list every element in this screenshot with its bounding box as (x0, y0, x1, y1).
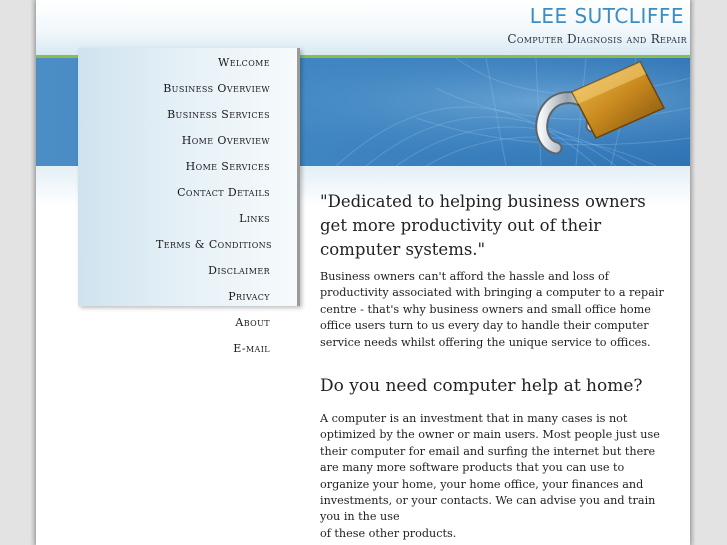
nav-item-terms-conditions[interactable]: Terms & Conditions (156, 238, 272, 251)
main-nav (156, 55, 270, 367)
nav-item-privacy[interactable]: Privacy (228, 290, 270, 303)
nav-item-home-services[interactable]: Home Services (185, 160, 270, 173)
site-tagline: Computer Diagnosis and Repair (507, 32, 687, 46)
page-container (36, 0, 690, 545)
nav-item-email[interactable]: E-mail (233, 342, 270, 355)
home-help-heading: Do you need computer help at home? (320, 376, 643, 396)
nav-item-contact-details[interactable]: Contact Details (177, 186, 270, 199)
nav-item-links[interactable]: Links (239, 212, 270, 225)
nav-item-disclaimer[interactable]: Disclaimer (208, 264, 270, 277)
nav-item-business-overview[interactable]: Business Overview (163, 82, 270, 95)
nav-item-home-overview[interactable]: Home Overview (181, 134, 270, 147)
business-paragraph: Business owners can't afford the hassle and loss of productivity associated with bringing a computer to a repair centre - that's why business owners and small office home office users turn to us every day to handle their computer service needs whilst offering the unique service to offices. (320, 270, 664, 349)
home-paragraph-tail: of these other products. (320, 526, 457, 540)
nav-item-welcome[interactable]: Welcome (218, 56, 270, 69)
site-title[interactable]: LEE SUTCLIFFE (529, 4, 684, 28)
page-shadow-right (690, 0, 696, 545)
mission-quote: "Dedicated to helping business owners get more productivity out of their computer systems." (320, 192, 646, 259)
home-paragraph (320, 411, 675, 542)
nav-item-about[interactable]: About (235, 316, 270, 329)
home-paragraph-main: A computer is an investment that in many cases is not optimized by the owner or main users. Most people just use their computer for email and surfing the internet but there are many more software products that you can use to organize your home, your home office, your finances and investments, or your contacts. We can advise you and train you in the use (320, 412, 660, 524)
nav-item-business-services[interactable]: Business Services (167, 108, 270, 121)
main-content (320, 190, 675, 540)
